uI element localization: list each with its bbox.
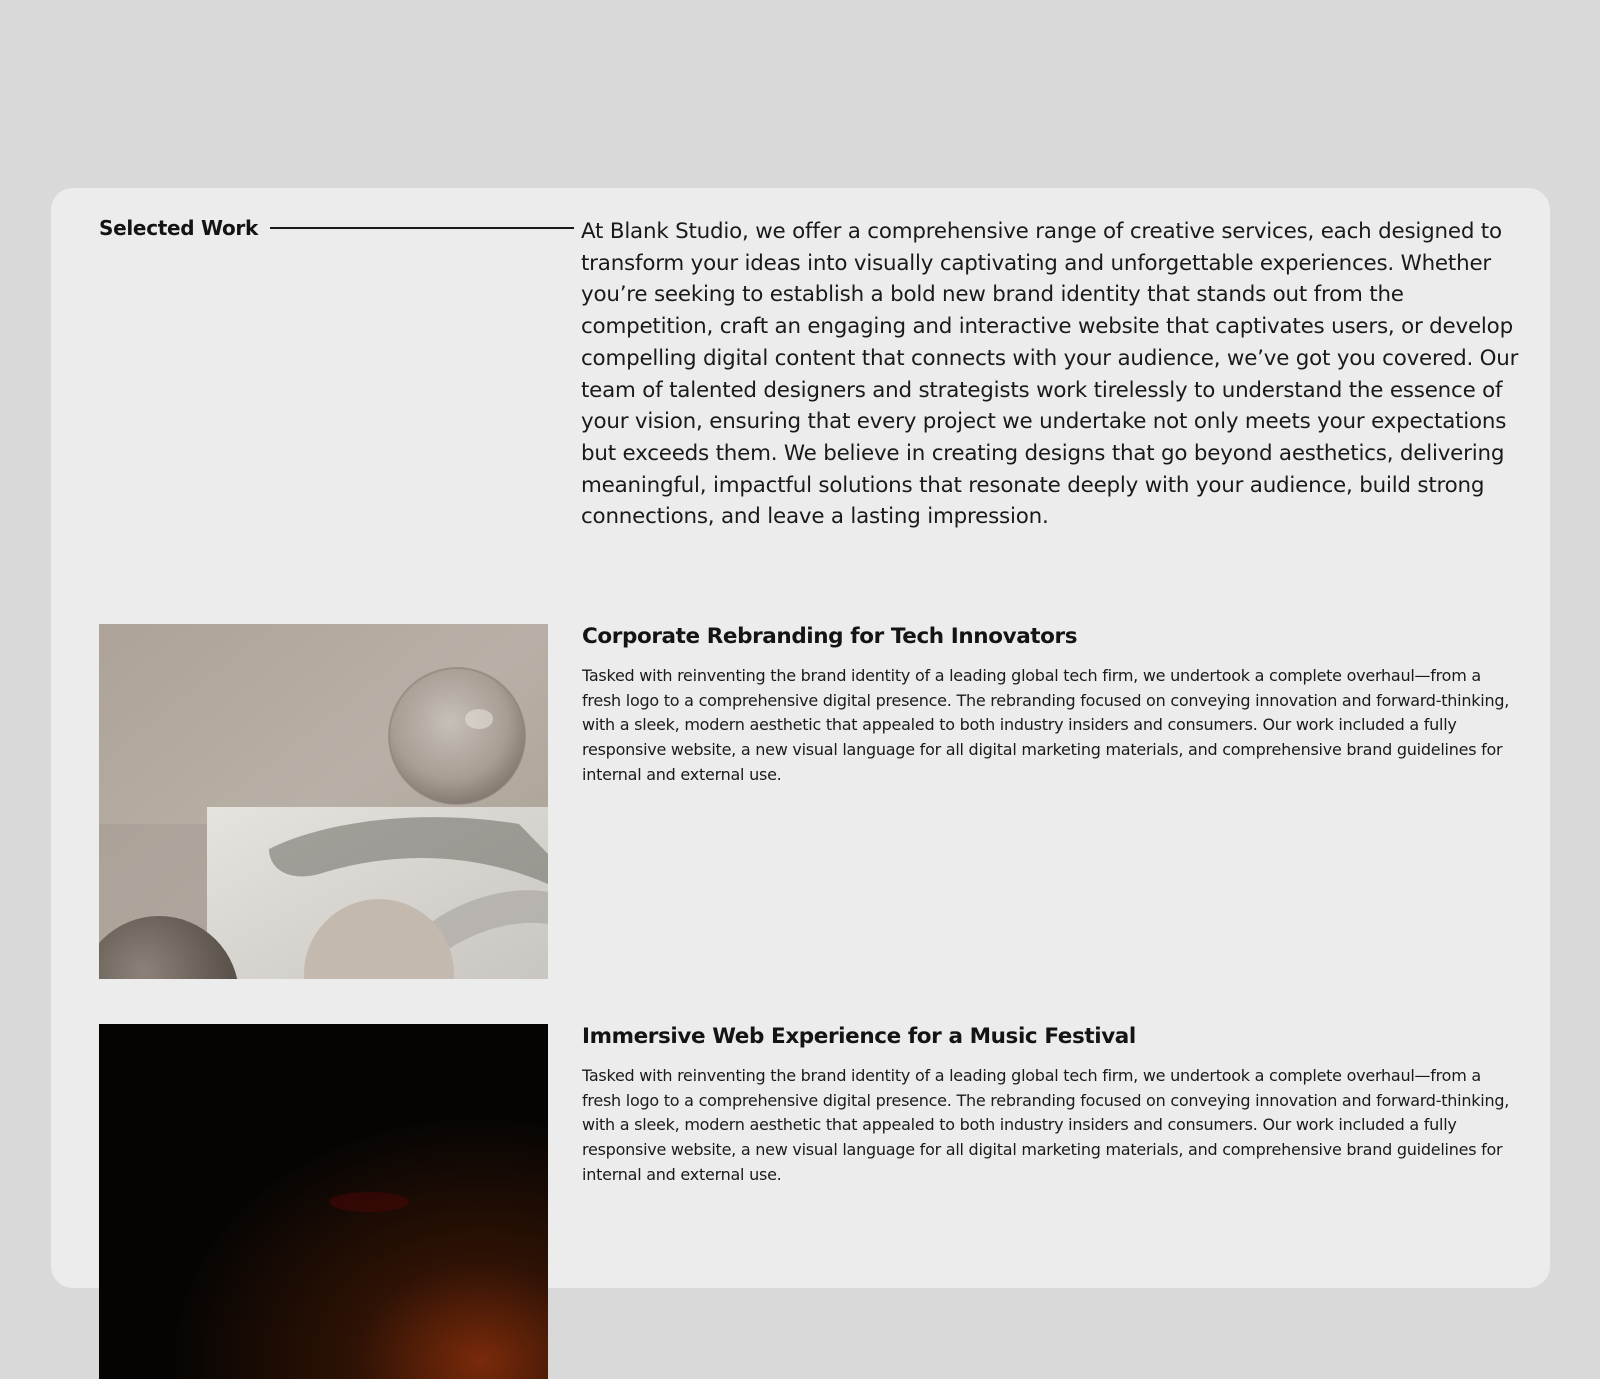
selected-work-card (51, 188, 1550, 1288)
section-header (99, 216, 574, 240)
sculpture-image (99, 624, 548, 979)
project-title[interactable]: Immersive Web Experience for a Music Festival (582, 1024, 1136, 1049)
section-divider (270, 227, 574, 229)
section-title: Selected Work (99, 216, 259, 240)
festival-image (99, 1024, 548, 1379)
project-description: Tasked with reinventing the brand identity of a leading global tech firm, we undertook a complete overhaul—from a fresh logo to a comprehensive digital presence. The rebranding focused on conveying innovation and forward-thinking, with a sleek, modern aesthetic that appealed to both industry insiders and consumers. Our work included a fully responsive website, a new visual language for all digital marketing materials, and comprehensive brand guidelines for internal and external use. (582, 1066, 1510, 1184)
project-title[interactable]: Corporate Rebranding for Tech Innovators (582, 624, 1078, 649)
project-description: Tasked with reinventing the brand identity of a leading global tech firm, we undertook a complete overhaul—from a fresh logo to a comprehensive digital presence. The rebranding focused on conveying innovation and forward-thinking, with a sleek, modern aesthetic that appealed to both industry insiders and consumers. Our work included a fully responsive website, a new visual language for all digital marketing materials, and comprehensive brand guidelines for internal and external use. (582, 666, 1510, 784)
project-thumbnail[interactable] (99, 624, 548, 979)
intro-paragraph: At Blank Studio, we offer a comprehensive range of creative services, each designed to transform your ideas into visually captivating and unforgettable experiences. Whether you’re seeking to establish a bold new brand identity that stands out from the competition, craft an engaging and interactive website that captivates users, or develop compelling digital content that connects with your audience, we’ve got you covered. Our team of talented designers and strategists work tirelessly to understand the essence of your vision, ensuring that every project we undertake not only meets your expectations but exceeds them. We believe in creating designs that go beyond aesthetics, delivering meaningful, impactful solutions that resonate deeply with your audience, build strong connections, and leave a lasting impression. (581, 219, 1519, 530)
project-thumbnail[interactable] (99, 1024, 548, 1379)
